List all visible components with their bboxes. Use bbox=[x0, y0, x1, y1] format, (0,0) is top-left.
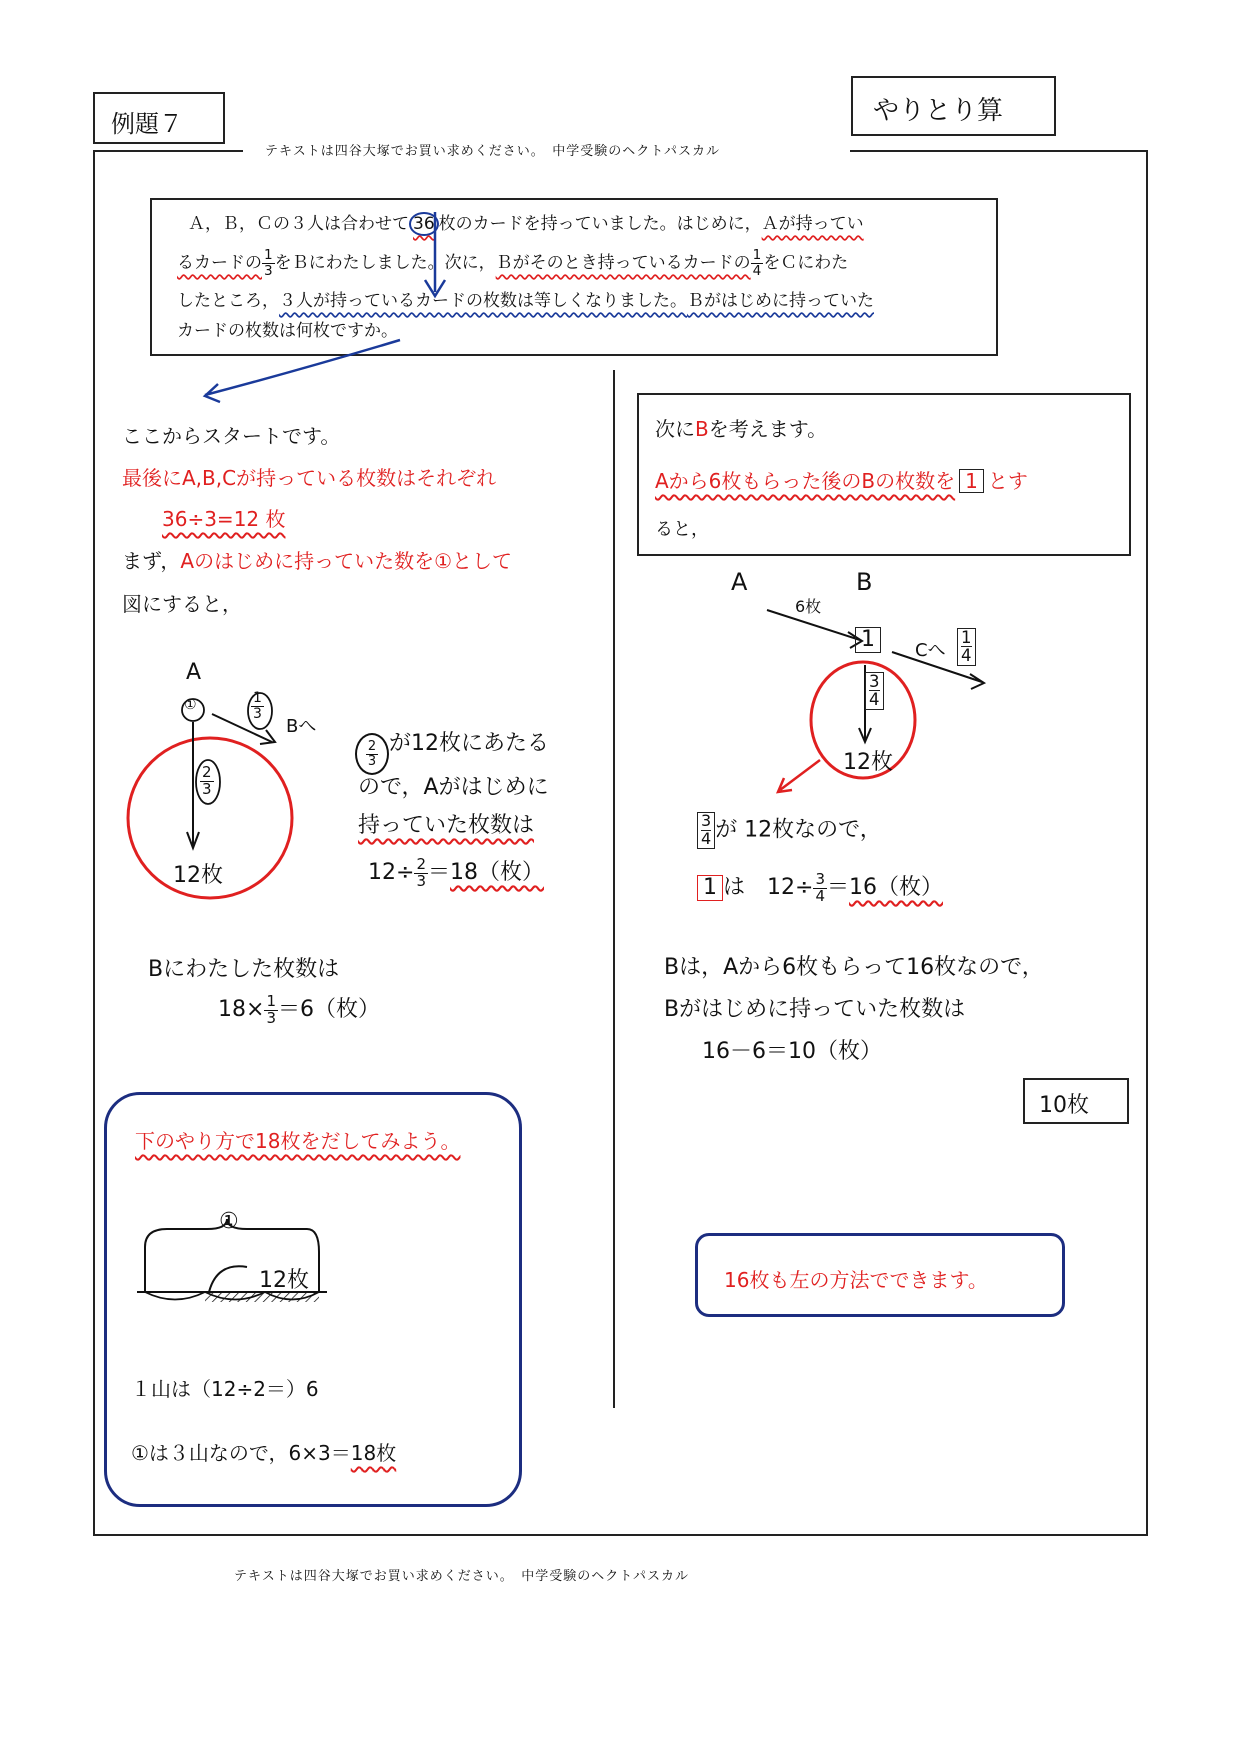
problem-highlight: Ｂがそのとき持っているカードの bbox=[495, 253, 751, 273]
method-diagram-circle: ① bbox=[219, 1209, 239, 1234]
problem-text: をＣにわた bbox=[763, 253, 849, 273]
diagram-result: 12枚 bbox=[173, 863, 223, 888]
method-box bbox=[104, 1092, 522, 1507]
fraction: $\frac{1}{4}$ bbox=[752, 247, 762, 279]
right-note-1: $\frac{3}{4}$ が 12枚なので， bbox=[697, 812, 882, 849]
first-line-1: まず，Aのはじめに持っていた数を①として bbox=[122, 549, 513, 573]
start-text: ここからスタートです。 bbox=[122, 424, 341, 448]
right-diagram-result: 12枚 bbox=[843, 750, 893, 775]
problem-unit: 枚 bbox=[438, 214, 456, 234]
right-diagram-six: 6枚 bbox=[795, 597, 822, 616]
diagram-give-fraction: $\frac{1}{3}$ bbox=[253, 690, 262, 722]
topic-label: やりとり算 bbox=[873, 96, 1004, 126]
problem-text: るカードの bbox=[177, 253, 262, 273]
problem-text: のカードを持っていました。はじめに， bbox=[455, 214, 762, 234]
right-diagram-b-box: 1 bbox=[855, 627, 881, 653]
right-note-2: 1 は 12÷ $\frac{3}{4}$ ＝16（枚） bbox=[697, 870, 943, 904]
left-diagram bbox=[120, 660, 340, 910]
answer-text: 10枚 bbox=[1039, 1093, 1089, 1118]
example-label: 例題７ bbox=[111, 110, 183, 138]
last-line-2: 36÷3=12 枚 bbox=[162, 507, 286, 531]
problem-text: したところ， bbox=[177, 291, 279, 311]
first-line-2: 図にすると， bbox=[122, 592, 242, 616]
answer-box bbox=[1023, 1078, 1129, 1124]
diagram-remain-fraction: $\frac{2}{3}$ bbox=[202, 763, 212, 798]
right-box-line-2: Aから6枚もらった後のBの枚数を 1 とす bbox=[655, 469, 1028, 493]
right-box-line-1: 次にBを考えます。 bbox=[655, 417, 828, 441]
last-line-1: 最後にA,B,Cが持っている枚数はそれぞれ bbox=[122, 466, 497, 490]
note-line-2: ので，Aがはじめに bbox=[358, 775, 549, 800]
conclusion-3: 16－6＝10（枚） bbox=[702, 1039, 882, 1064]
right-box-line-3: ると， bbox=[655, 519, 709, 540]
conclusion-1: Bは，Aから6枚もらって16枚なので， bbox=[664, 955, 1044, 980]
method-line-2: ①は３山なので，6×3＝18枚 bbox=[131, 1441, 397, 1465]
conclusion-2: Bがはじめに持っていた枚数は bbox=[664, 997, 966, 1022]
method-title: 下のやり方で18枚をだしてみよう。 bbox=[135, 1129, 461, 1153]
note-line-1: $\frac{2}{3}$ が12枚にあたる bbox=[355, 726, 549, 775]
credit-bottom: テキストは四谷大塚でお買い求めください。 中学受験のヘクトパスカル bbox=[234, 1569, 689, 1584]
note-line-3: 持っていた枚数は bbox=[358, 813, 535, 838]
fraction: $\frac{1}{3}$ bbox=[264, 247, 273, 279]
tip-text: 16枚も左の方法でできます。 bbox=[724, 1268, 988, 1292]
right-intro-box bbox=[637, 393, 1131, 556]
right-diagram-remain-frac: $\frac{3}{4}$ bbox=[865, 672, 884, 710]
problem-text: Ａ，Ｂ，Ｃの３人は合わせて bbox=[188, 214, 409, 234]
problem-highlight: Ａが持ってい bbox=[761, 214, 864, 234]
diagram-a-circle: ① bbox=[184, 697, 197, 713]
gave-line-2: 18× $\frac{1}{3}$ ＝6（枚） bbox=[218, 991, 380, 1027]
gave-line-1: Bにわたした枚数は bbox=[148, 957, 340, 982]
right-diagram-a: A bbox=[731, 568, 748, 596]
diagram-give-to: Bへ bbox=[286, 716, 317, 737]
problem-number: 36 bbox=[409, 212, 439, 236]
note-calc: 12÷ $\frac{2}{3}$ ＝18（枚） bbox=[368, 854, 544, 890]
right-diagram-b: B bbox=[856, 568, 873, 596]
diagram-a-label: A bbox=[186, 660, 202, 685]
method-diagram-label: 12枚 bbox=[259, 1268, 309, 1293]
tip-box bbox=[695, 1233, 1065, 1317]
problem-text: をＢにわたしました。次に， bbox=[274, 253, 496, 273]
problem-text: カードの枚数は何枚ですか。 bbox=[177, 321, 398, 341]
right-diagram-c-frac: $\frac{1}{4}$ bbox=[957, 628, 976, 666]
method-line-1: １山は（12÷2＝）6 bbox=[131, 1377, 319, 1401]
problem-highlight: ３人が持っているカードの枚数は等しくなりました。 bbox=[279, 291, 687, 311]
credit-top: テキストは四谷大塚でお買い求めください。 中学受験のヘクトパスカル bbox=[265, 144, 720, 159]
problem-question: Ｂがはじめに持っていた bbox=[687, 291, 874, 311]
right-diagram-to-c: Cへ bbox=[915, 640, 946, 661]
right-diagram bbox=[760, 600, 1020, 820]
